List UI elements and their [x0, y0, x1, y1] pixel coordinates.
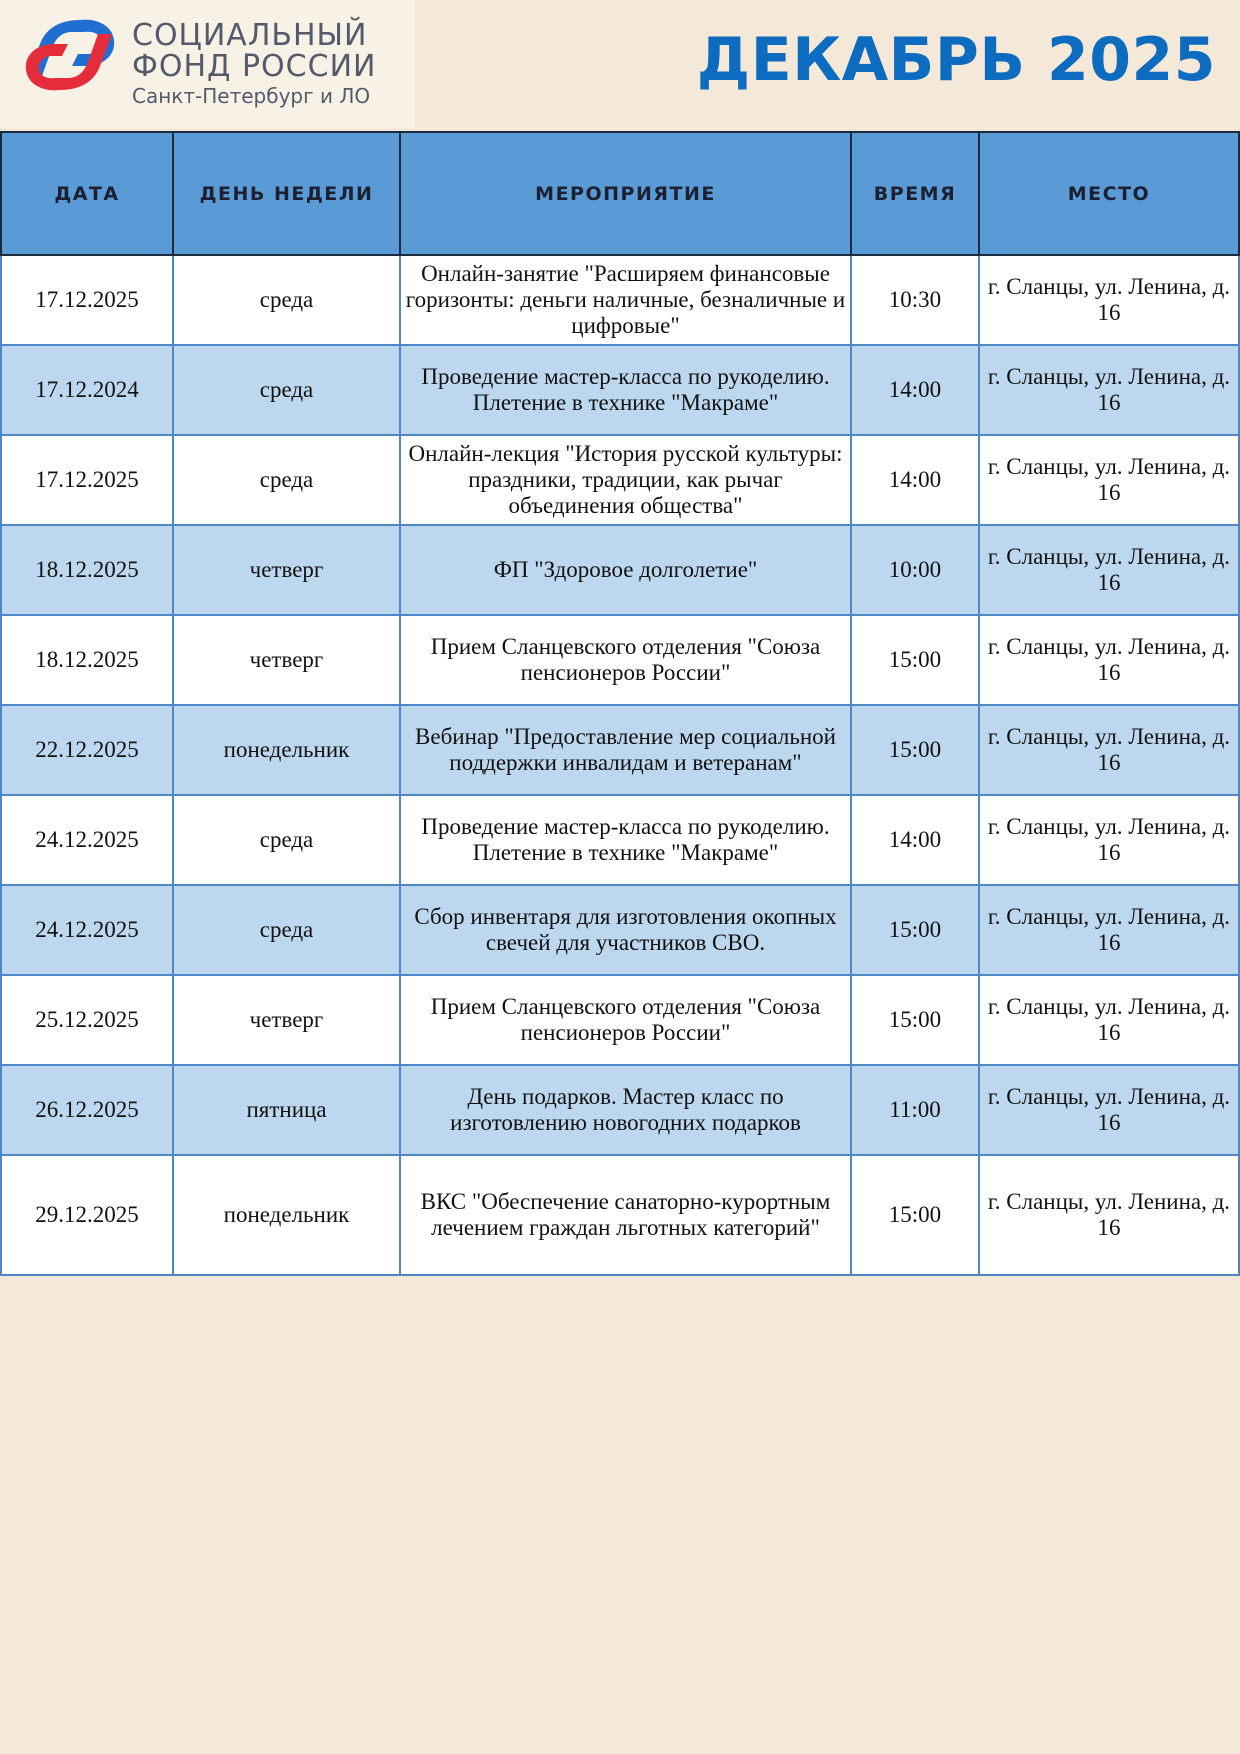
cell-event: Прием Сланцевского отделения "Союза пенсионеров России": [400, 615, 851, 705]
cell-event: Онлайн-лекция "История русской культуры: праздники, традиции, как рычаг объединения общества": [400, 435, 851, 525]
cell-date: 24.12.2025: [1, 795, 173, 885]
events-table: [0, 131, 1240, 1276]
table-row: [1, 795, 1239, 885]
table-row: [1, 885, 1239, 975]
cell-date: 17.12.2025: [1, 255, 173, 345]
cell-time: 14:00: [851, 435, 979, 525]
header-place: МЕСТО: [979, 132, 1239, 255]
cell-weekday: среда: [173, 435, 400, 525]
sfr-logo-icon: [22, 16, 118, 94]
header-event: МЕРОПРИЯТИЕ: [400, 132, 851, 255]
cell-time: 15:00: [851, 1155, 979, 1275]
cell-event: Сбор инвентаря для изготовления окопных свечей для участников СВО.: [400, 885, 851, 975]
cell-event: Проведение мастер-класса по рукоделию. Плетение в технике "Макраме": [400, 795, 851, 885]
cell-time: 10:00: [851, 525, 979, 615]
logo: [0, 0, 415, 128]
table-row: [1, 525, 1239, 615]
cell-time: 11:00: [851, 1065, 979, 1155]
cell-date: 17.12.2025: [1, 435, 173, 525]
cell-event: День подарков. Мастер класс по изготовлению новогодних подарков: [400, 1065, 851, 1155]
logo-line1: СОЦИАЛЬНЫЙ: [132, 18, 368, 53]
table-row: [1, 435, 1239, 525]
cell-time: 14:00: [851, 345, 979, 435]
cell-weekday: четверг: [173, 615, 400, 705]
table-row: [1, 615, 1239, 705]
cell-date: 17.12.2024: [1, 345, 173, 435]
table-row: [1, 1065, 1239, 1155]
cell-time: 15:00: [851, 705, 979, 795]
cell-date: 18.12.2025: [1, 615, 173, 705]
cell-time: 10:30: [851, 255, 979, 345]
cell-event: Онлайн-занятие "Расширяем финансовые горизонты: деньги наличные, безналичные и цифровые": [400, 255, 851, 345]
cell-weekday: четверг: [173, 975, 400, 1065]
cell-date: 29.12.2025: [1, 1155, 173, 1275]
cell-place: г. Сланцы, ул. Ленина, д. 16: [979, 885, 1239, 975]
cell-weekday: среда: [173, 345, 400, 435]
cell-place: г. Сланцы, ул. Ленина, д. 16: [979, 975, 1239, 1065]
cell-time: 14:00: [851, 795, 979, 885]
table-row: [1, 975, 1239, 1065]
cell-weekday: среда: [173, 795, 400, 885]
cell-weekday: пятница: [173, 1065, 400, 1155]
cell-place: г. Сланцы, ул. Ленина, д. 16: [979, 1155, 1239, 1275]
logo-text: [132, 20, 376, 110]
cell-event: ВКС "Обеспечение санаторно-курортным лечением граждан льготных категорий": [400, 1155, 851, 1275]
logo-line3: Санкт-Петербург и ЛО: [132, 84, 371, 108]
cell-place: г. Сланцы, ул. Ленина, д. 16: [979, 255, 1239, 345]
cell-place: г. Сланцы, ул. Ленина, д. 16: [979, 435, 1239, 525]
table-row: [1, 255, 1239, 345]
cell-time: 15:00: [851, 975, 979, 1065]
table-header-row: [1, 132, 1239, 255]
header-date: ДАТА: [1, 132, 173, 255]
cell-weekday: среда: [173, 885, 400, 975]
page-header: [0, 0, 1240, 128]
table-row: [1, 705, 1239, 795]
table-row: [1, 345, 1239, 435]
cell-event: Проведение мастер-класса по рукоделию. Плетение в технике "Макраме": [400, 345, 851, 435]
cell-time: 15:00: [851, 885, 979, 975]
cell-event: Прием Сланцевского отделения "Союза пенсионеров России": [400, 975, 851, 1065]
cell-date: 25.12.2025: [1, 975, 173, 1065]
cell-date: 26.12.2025: [1, 1065, 173, 1155]
cell-place: г. Сланцы, ул. Ленина, д. 16: [979, 795, 1239, 885]
header-time: ВРЕМЯ: [851, 132, 979, 255]
cell-date: 18.12.2025: [1, 525, 173, 615]
cell-weekday: среда: [173, 255, 400, 345]
cell-weekday: четверг: [173, 525, 400, 615]
cell-place: г. Сланцы, ул. Ленина, д. 16: [979, 345, 1239, 435]
table-row: [1, 1155, 1239, 1275]
cell-event: Вебинар "Предоставление мер социальной поддержки инвалидам и ветеранам": [400, 705, 851, 795]
cell-place: г. Сланцы, ул. Ленина, д. 16: [979, 705, 1239, 795]
cell-event: ФП "Здоровое долголетие": [400, 525, 851, 615]
cell-date: 24.12.2025: [1, 885, 173, 975]
cell-place: г. Сланцы, ул. Ленина, д. 16: [979, 1065, 1239, 1155]
cell-place: г. Сланцы, ул. Ленина, д. 16: [979, 615, 1239, 705]
cell-weekday: понедельник: [173, 705, 400, 795]
logo-line2: ФОНД РОССИИ: [132, 49, 377, 84]
cell-place: г. Сланцы, ул. Ленина, д. 16: [979, 525, 1239, 615]
header-weekday: ДЕНЬ НЕДЕЛИ: [173, 132, 400, 255]
cell-date: 22.12.2025: [1, 705, 173, 795]
cell-weekday: понедельник: [173, 1155, 400, 1275]
cell-time: 15:00: [851, 615, 979, 705]
page-title: ДЕКАБРЬ 2025: [696, 25, 1216, 95]
